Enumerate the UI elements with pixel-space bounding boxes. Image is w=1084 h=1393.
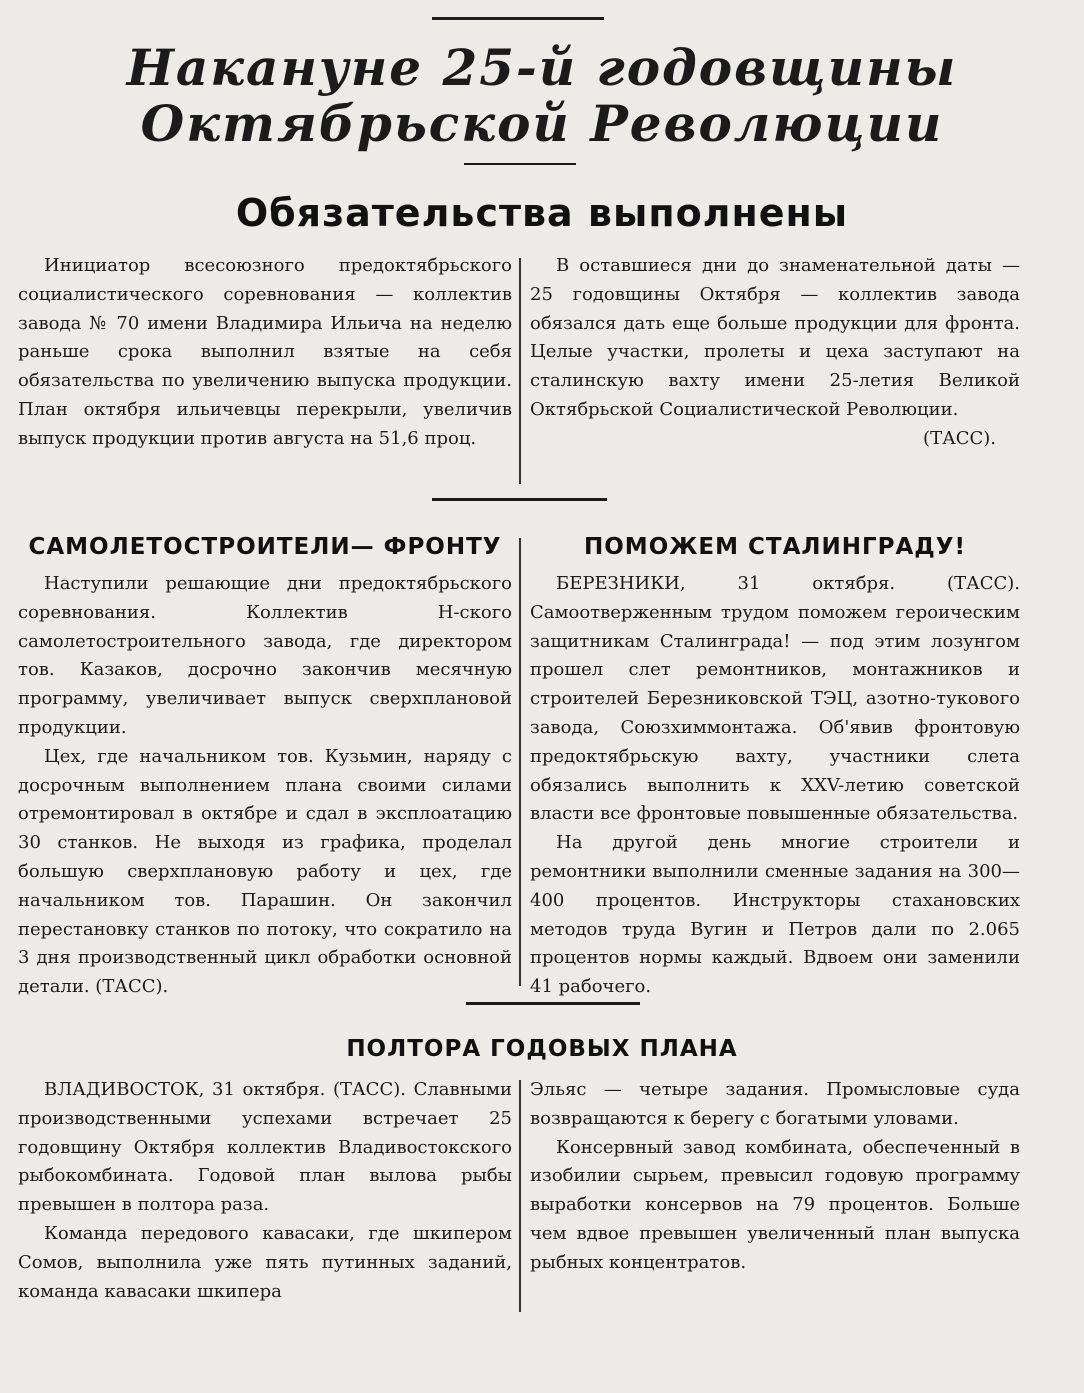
article-3-paragraph: На другой день многие строители и ремонтники выполнили сменные задания на 300—400 процентов. Инструкторы стахановских методов труда Вугин и Петров дали по 2.065 процентов нормы каждый. Вдвоем они заменили 41 рабочего. (530, 832, 1020, 998)
section-rule (432, 498, 607, 501)
article-2-paragraph: Цех, где начальником тов. Кузьмин, наряду с досрочным выполнением плана своими силами отремонтировал в октябре и сдал в эксплоатацию 30 станков. Не выходя из графика, проделал большую сверхплановую работу и цех, где начальником тов. Парашин. Он закончил перестановку станков по потоку, что сократило на 3 дня производственный цикл обработки основной детали. (ТАСС). (18, 745, 512, 998)
article-2-body (18, 570, 512, 1002)
article-4-column-right (530, 1076, 1020, 1278)
article-1-column-left (18, 252, 512, 454)
article-3-body (530, 570, 1020, 1002)
article-3-paragraph: БЕРЕЗНИКИ, 31 октября. (ТАСС). Самоотверженным трудом поможем героическим защитникам Сталинграда! — под этим лозунгом прошел слет ремонтников, монтажников и строителей Березниковской ТЭЦ, азотно-тукового завода, Союзхиммонтажа. Об'явив фронтовую предоктябрьскую вахту, участники слета обязались выполнить к XXV-летию советской власти все фронтовые повышенные обязательства. (530, 573, 1020, 825)
masthead-rule (464, 163, 576, 165)
top-rule (432, 17, 604, 20)
article-1-source: (ТАСС). (923, 427, 996, 449)
column-divider (519, 538, 521, 986)
section-rule (466, 1002, 640, 1005)
masthead-line-1: Накануне 25-й годовщины (126, 38, 958, 97)
masthead-line-2: Октябрьской Революции (140, 94, 944, 153)
column-divider (519, 258, 521, 484)
article-4-column-left (18, 1076, 512, 1306)
article-2-headline: САМОЛЕТОСТРОИТЕЛИ— ФРОНТУ (28, 534, 502, 560)
article-4-paragraph: Консервный завод комбината, обеспеченный в изобилии сырьем, превысил годовую программу выработки консервов на 79 процентов. Больше чем вдвое превышен увеличенный план выпуска рыбных концентратов. (530, 1136, 1020, 1273)
article-2-paragraph: Наступили решающие дни предоктябрьского соревнования. Коллектив Н-ского самолетостроительного завода, где директором тов. Казаков, досрочно закончив месячную программу, увеличивает выпуск сверхплановой продукции. (18, 573, 512, 738)
article-4-paragraph: Эльяс — четыре задания. Промысловые суда возвращаются к берегу с богатыми уловами. (530, 1079, 1020, 1129)
article-4-headline: ПОЛТОРА ГОДОВЫХ ПЛАНА (346, 1036, 738, 1062)
article-1-column-right (530, 252, 1020, 454)
article-1-paragraph: В оставшиеся дни до знаменательной даты — 25 годовщины Октября — коллектив завода обязался дать еще больше продукции для фронта. Целые участки, пролеты и цеха заступают на сталинскую вахту имени 25-летия Великой Октябрьской Социалистической Революции. (530, 255, 1020, 420)
article-4-paragraph: Команда передового кавасаки, где шкипером Сомов, выполнила уже пять путинных заданий, команда кавасаки шкипера (18, 1222, 512, 1302)
article-3-headline: ПОМОЖЕМ СТАЛИНГРАДУ! (584, 534, 966, 560)
article-4-paragraph: ВЛАДИВОСТОК, 31 октября. (ТАСС). Славными производственными успехами встречает 25 годовщину Октября коллектив Владивостокского рыбокомбината. Годовой план вылова рыбы превышен в полтора раза. (18, 1079, 512, 1216)
article-1-headline: Обязательства выполнены (235, 191, 849, 235)
article-1-paragraph: Инициатор всесоюзного предоктябрьского социалистического соревнования — коллектив завода № 70 имени Владимира Ильича на неделю раньше срока выполнил взятые на себя обязательства по увеличению выпуска продукции. План октября ильичевцы перекрыли, увеличив выпуск продукции против августа на 51,6 проц. (18, 255, 512, 449)
column-divider (519, 1080, 521, 1312)
